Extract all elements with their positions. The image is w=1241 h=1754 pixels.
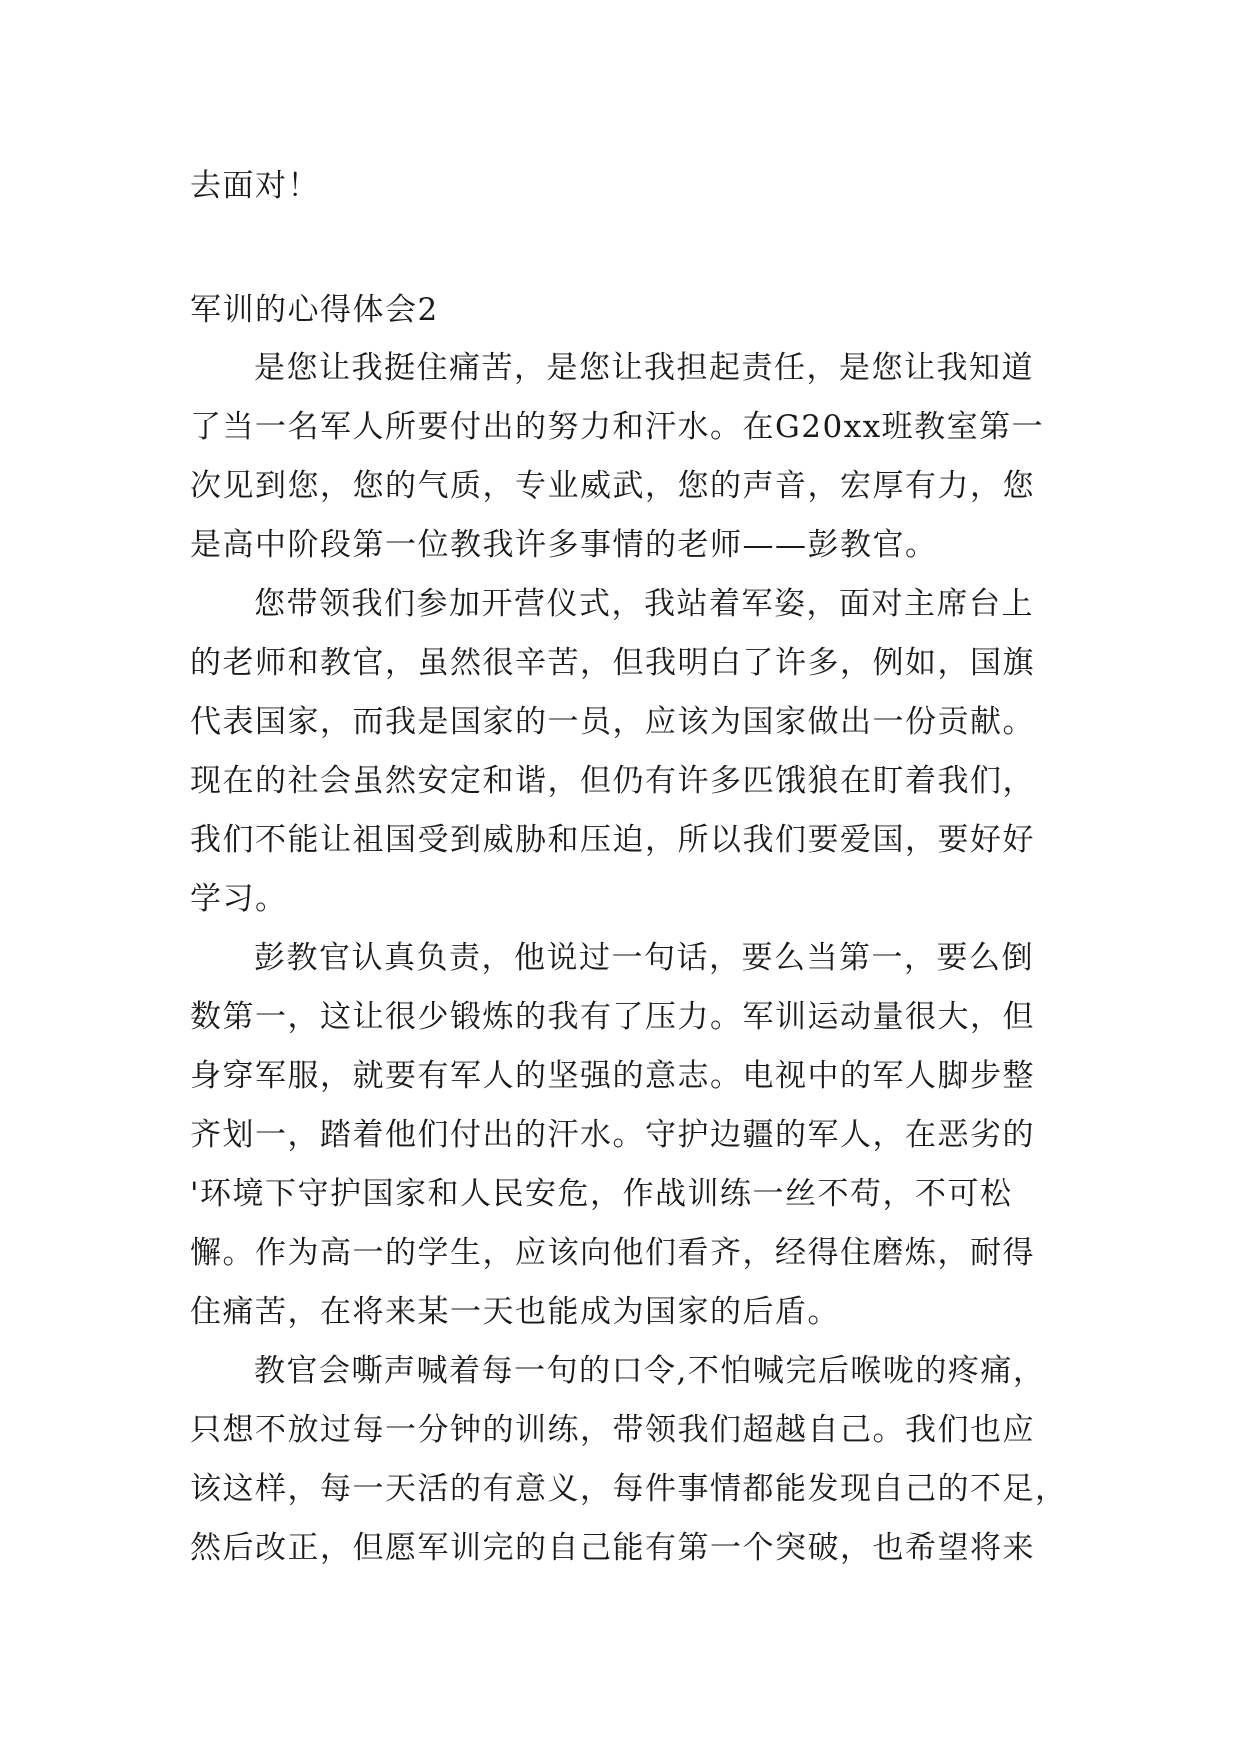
paragraph-3-line-1: 彭教官认真负责，他说过一句话，要么当第一，要么倒 [254, 940, 1034, 976]
section-title: 军训的心得体会2 [190, 292, 439, 328]
paragraph-2-line-5: 我们不能让祖国受到威胁和压迫，所以我们要爱国，要好好 [190, 822, 1035, 858]
paragraph-3-line-2: 数第一，这让很少锻炼的我有了压力。军训运动量很大，但 [190, 999, 1035, 1035]
paragraph-2-line-3: 代表国家，而我是国家的一员，应该为国家做出一份贡献。 [190, 704, 1035, 740]
paragraph-3-line-4: 齐划一，踏着他们付出的汗水。守护边疆的军人，在恶劣的 [190, 1117, 1035, 1153]
paragraph-3-line-3: 身穿军服，就要有军人的坚强的意志。电视中的军人脚步整 [190, 1058, 1035, 1094]
paragraph-3-line-5: '环境下守护国家和人民安危，作战训练一丝不苟，不可松 [190, 1176, 1013, 1212]
paragraph-4-line-3: 该这样，每一天活的有意义，每件事情都能发现自己的不足， [190, 1471, 1068, 1507]
paragraph-1-line-3: 次见到您，您的气质，专业威武，您的声音，宏厚有力，您 [190, 468, 1035, 504]
paragraph-4-line-1: 教官会嘶声喊着每一句的口令,不怕喊完后喉咙的疼痛， [254, 1353, 1046, 1389]
paragraph-1-line-4: 是高中阶段第一位教我许多事情的老师——彭教官。 [190, 527, 938, 563]
paragraph-2-line-4: 现在的社会虽然安定和谐，但仍有许多匹饿狼在盯着我们， [190, 763, 1035, 799]
paragraph-3-line-7: 住痛苦，在将来某一天也能成为国家的后盾。 [190, 1294, 840, 1330]
paragraph-2-line-2: 的老师和教官，虽然很辛苦，但我明白了许多，例如，国旗 [190, 645, 1035, 681]
paragraph-4-line-4: 然后改正，但愿军训完的自己能有第一个突破，也希望将来 [190, 1530, 1035, 1566]
paragraph-2-line-6: 学习。 [190, 881, 288, 917]
paragraph-4-line-2: 只想不放过每一分钟的训练，带领我们超越自己。我们也应 [190, 1412, 1035, 1448]
intro-tail: 去面对！ [190, 168, 320, 204]
paragraph-3-line-6: 懈。作为高一的学生，应该向他们看齐，经得住磨炼，耐得 [190, 1235, 1035, 1271]
paragraph-1-line-1: 是您让我挺住痛苦，是您让我担起责任，是您让我知道 [254, 350, 1034, 386]
paragraph-1-line-2: 了当一名军人所要付出的努力和汗水。在G20xx班教室第一 [190, 409, 1045, 445]
paragraph-2-line-1: 您带领我们参加开营仪式，我站着军姿，面对主席台上 [254, 586, 1034, 622]
